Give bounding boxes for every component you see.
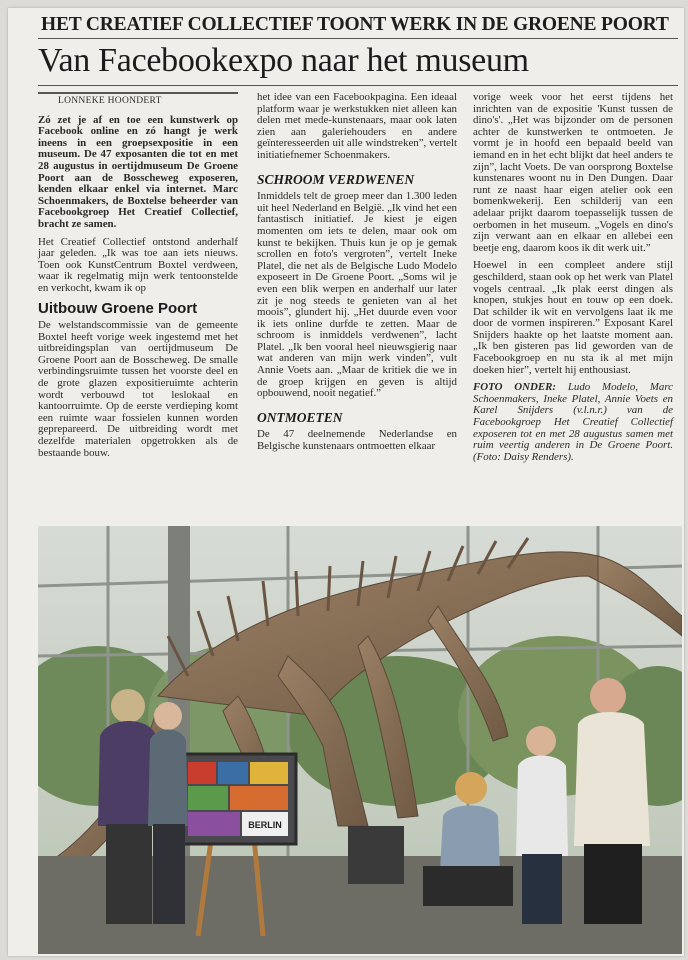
col2-paragraph: De 47 deelnemende Nederlandse en Belgische kunstenaars ontmoetten elkaar [257, 428, 457, 453]
caption-label: FOTO ONDER: [473, 381, 557, 394]
col2-paragraph: het idee van een Facebookpagina. Een ideaal platform waar je werkstukken niet alleen kan delen met mede-kunstenaars, maar ook laten zien aan galeriehouders en andere geïnteresseerden uit alle windstreken”, vertelt initiatiefnemer Schoenmakers. [257, 91, 457, 161]
column-3 [473, 92, 673, 469]
column-1 [38, 92, 238, 465]
col3-paragraph: Hoewel in een compleet andere stijl geschilderd, staan ook op het werk van Platel vogels centraal. „Ik plak eerst dingen als knopen, stukjes hout en touw op een doek. Dat schilder ik wit en vervolgens laat ik me door de vormen inspireren.” Exposant Karel Snijders haakte op het laatste moment aan. „Ik ben gisteren pas lid geworden van de Facebookgroep en nu sta ik al met mijn doeken hier”, vertelt hij enthousiast. [473, 259, 673, 376]
rule [38, 38, 678, 39]
person-marc [148, 702, 188, 924]
subhead-ontmoeten: ONTMOETEN [257, 409, 343, 425]
col2-paragraph: Inmiddels telt de groep meer dan 1.300 leden uit heel Nederland en België. „Ik vind het een fantastisch initiatief. Je kiest je eigen momenten om iets te delen, maar ook om kunst te bekijken. Thuis kun je op je gemak scrollen en foto's vergroten”, vertelt Ineke Platel, die net als de Belgische Ludo Modelo exposeert in De Groene Poort. „Soms wil je even een blik werpen en anderhalf uur later zit je nog steeds te genieten van al het moois”, glundert hij. „Het duurde even voor ik iets online durfde te zetten. Maar de schroom is inmiddels verdwenen”, lacht Platel. „Ik ben vooral heel nieuwsgierig naar wat anderen van mijn werk vinden”, vult Annie Voets aan. „Maar de kritiek die we in de groep krijgen en geven is altijd opbouwend, nooit negatief.” [257, 190, 457, 400]
photo-caption [473, 382, 673, 463]
museum-photo [38, 526, 682, 954]
subhead-schroom: SCHROOM VERDWENEN [257, 171, 415, 187]
kicker: HET CREATIEF COLLECTIEF TOONT WERK IN DE GROENE POORT [41, 14, 669, 35]
col1-paragraph: Het Creatief Collectief ontstond anderhalf jaar geleden. „Ik was toe aan iets nieuws. Toen ook KunstCentrum Boxtel verdween, waar ik regelmatig mijn werk tentoonstelde en verkocht, kwam ik op [38, 235, 238, 294]
subhead-uitbouw: Uitbouw Groene Poort [38, 299, 198, 317]
newspaper-page [8, 8, 684, 956]
rule [38, 85, 678, 86]
intro: Zó zet je af en toe een kunstwerk op Facebook online en zó hangt je werk ineens in een groepsexpositie in een museum. De 47 exposanten die tot en met 28 augustus in oertijdmuseum De Groene Poort aan de Bosscheweg exposeren, kenden elkaar enkel via internet. Marc Schoenmakers, de Boxtelse beheerder van Facebookgroep Het Creatief Collectief, bracht ze samen. [38, 113, 238, 230]
column-2 [257, 92, 457, 459]
caption-text: Ludo Modelo, Marc Schoenmakers, Ineke Platel, Annie Voets en Karel Snijders (v.l.n.r.) van de Facebookgroep Het Creatief Collectief exposeren tot en met 28 augustus samen met ruim veertig anderen in De Groene Poort. (Foto: Daisy Renders). [473, 381, 673, 463]
byline: LONNEKE HOONDERT [38, 92, 238, 108]
col3-paragraph: vorige week voor het eerst tijdens het inrichten van de expositie 'Kunst tussen de dino's'. „Het was bijzonder om de personen achter de kunstwerken te ontmoeten. Je vormt je in hoofd een bepaald beeld van iemand en in het echt blijkt dat heel anders te zijn”, lacht Voets. De van oorsprong Boxtelse kunstenares woont nu in Den Dungen. Daar runt ze naast haar eigen atelier ook een bomenkwekerij. Een schilderij van een adelaar prijkt daarom toepasselijk tussen de oerbomen in het museum. „Vogels en dino's zijn verwant aan en elkaar en allebei een beetje eng, daarom koos ik dit werk uit.” [473, 91, 673, 254]
painting-label: BERLIN [248, 820, 282, 830]
col1-paragraph: De welstandscommissie van de gemeente Boxtel heeft vorige week ingestemd met het uitbreidingsplan van oertijdmuseum De Groene Poort aan de Bosscheweg. De smalle verbindingsruimte tussen het voorste deel en de grote glazen expositieruimte achterin wordt verbouwd tot leslokaal en kantoorruimte. Op de eerste verdieping komt een ruimte waar fossielen kunnen worden geprepareerd. De uitbreiding wordt met dezelfde materialen opgetrokken als de bestaande bouw. [38, 319, 238, 459]
headline: Van Facebookexpo naar het museum [38, 42, 529, 79]
